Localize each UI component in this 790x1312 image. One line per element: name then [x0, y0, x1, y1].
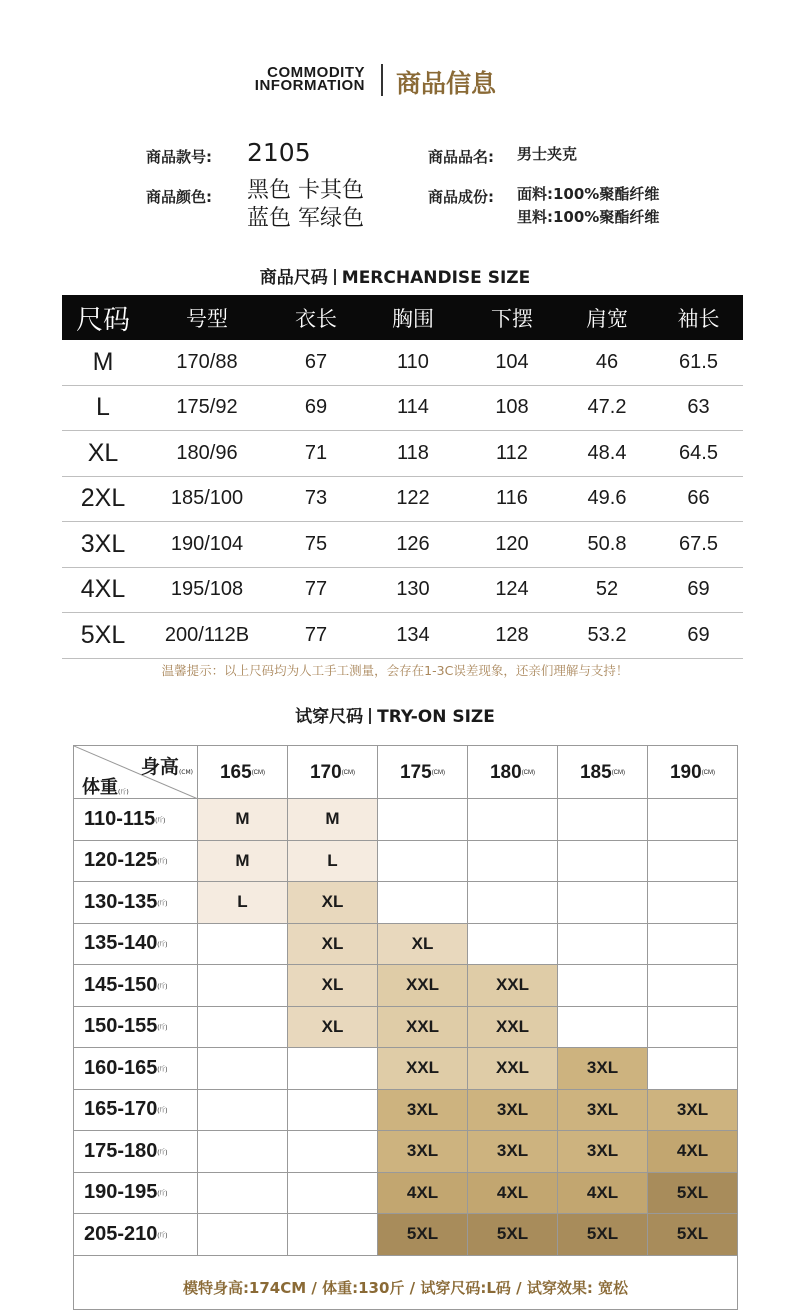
height-label-text: 身高 — [140, 756, 179, 778]
tryon-size-cell: 3XL — [558, 1048, 648, 1089]
size-value-cell: 128 — [495, 623, 529, 646]
height-column-header — [558, 746, 648, 799]
weight-value: 205-210 — [84, 1222, 158, 1245]
size-value-cell: 190/104 — [170, 532, 244, 555]
tryon-size-cell: XXL — [468, 1048, 558, 1089]
size-value-cell: 180/96 — [176, 441, 238, 464]
size-value-cell: 130 — [396, 578, 430, 601]
tryon-size-cell: 4XL — [648, 1131, 737, 1172]
header-en-line2: INFORMATION — [254, 77, 365, 94]
size-value-cell: 64.5 — [679, 441, 718, 464]
size-name-cell: 4XL — [80, 575, 126, 604]
weight-value: 190-195 — [84, 1181, 158, 1204]
size-header-cell: 下摆 — [491, 306, 533, 331]
weight-row-label — [74, 924, 198, 965]
size-value-cell: 124 — [495, 578, 529, 601]
tryon-header-row — [74, 746, 737, 799]
tryon-size-cell — [648, 1007, 737, 1048]
size-value-cell: 108 — [495, 396, 529, 419]
tryon-size-cell — [198, 1048, 288, 1089]
weight-unit: (斤) — [157, 1025, 168, 1032]
tryon-size-cell: 3XL — [378, 1090, 468, 1131]
weight-unit: (斤) — [118, 789, 129, 796]
height-column-header — [468, 746, 558, 799]
height-value: 170 — [309, 761, 342, 783]
tryon-size-cell: 3XL — [558, 1090, 648, 1131]
size-title-cn: 商品尺码 — [259, 268, 328, 288]
tryon-size-cell — [378, 799, 468, 840]
header-chinese: 商品信息 — [396, 69, 497, 98]
tryon-row — [74, 1131, 737, 1173]
tryon-title-cn: 试穿尺码 — [295, 707, 364, 727]
size-value-cell: 118 — [397, 441, 429, 464]
size-header-cell: 胸围 — [392, 306, 434, 331]
tryon-size-cell — [288, 1090, 378, 1131]
size-value-cell: 77 — [304, 578, 328, 601]
weight-row-label — [74, 841, 198, 882]
size-value-cell: 126 — [396, 532, 430, 555]
size-value-cell: 122 — [396, 487, 430, 510]
size-row — [62, 340, 743, 386]
size-value-cell: 63 — [687, 396, 710, 419]
weight-row-label — [74, 965, 198, 1006]
color-label: 商品颜色: — [146, 188, 212, 206]
tryon-size-cell: M — [198, 841, 288, 882]
tryon-size-cell — [558, 1007, 648, 1048]
height-value: 180 — [489, 761, 522, 783]
commodity-info-header — [0, 60, 790, 100]
tryon-size-cell: XL — [288, 882, 378, 923]
weight-value: 130-135 — [84, 890, 158, 913]
weight-row-label — [74, 799, 198, 840]
size-value-cell: 52 — [595, 578, 619, 601]
tryon-size-cell — [288, 1214, 378, 1255]
height-value: 165 — [219, 761, 252, 783]
tryon-corner-cell — [74, 746, 198, 799]
tryon-grid — [73, 745, 738, 1310]
size-name-cell: XL — [87, 438, 119, 467]
tryon-size-cell: XXL — [378, 1048, 468, 1089]
size-row — [62, 613, 743, 659]
size-name-cell: M — [92, 347, 114, 376]
height-value: 175 — [399, 761, 432, 783]
tryon-size-cell — [648, 965, 737, 1006]
tryon-size-cell: 4XL — [468, 1173, 558, 1214]
tryon-size-cell — [468, 882, 558, 923]
tryon-size-cell — [648, 882, 737, 923]
size-value-cell: 50.8 — [587, 532, 627, 555]
size-value-cell: 120 — [495, 532, 529, 555]
size-value-cell: 200/112B — [164, 623, 250, 646]
size-value-cell: 69 — [687, 623, 710, 646]
tryon-size-cell — [558, 841, 648, 882]
height-axis-label — [141, 752, 193, 779]
weight-value: 160-165 — [84, 1056, 158, 1079]
size-value-cell: 69 — [304, 396, 328, 419]
weight-value: 150-155 — [84, 1015, 158, 1038]
size-section-title — [0, 263, 790, 288]
name-label: 商品品名: — [428, 148, 494, 166]
tryon-size-cell — [468, 799, 558, 840]
size-table-header — [62, 295, 743, 340]
size-value-cell: 69 — [687, 578, 710, 601]
color-line1: 黑色 卡其色 — [247, 178, 364, 203]
size-value-cell: 61.5 — [679, 350, 718, 373]
size-value-cell: 49.6 — [587, 487, 627, 510]
tryon-size-cell: L — [288, 841, 378, 882]
height-value: 185 — [579, 761, 612, 783]
size-header-cell: 衣长 — [295, 306, 337, 331]
tryon-size-cell — [378, 882, 468, 923]
size-value-cell: 46 — [595, 350, 619, 373]
weight-label-text: 体重 — [82, 777, 118, 798]
model-fit-footer: 模特身高:174CM / 体重:130斤 / 试穿尺码:L码 / 试穿效果: 宽松 — [182, 1279, 629, 1297]
tryon-size-cell: 5XL — [558, 1214, 648, 1255]
name-value: 男士夹克 — [517, 145, 578, 163]
size-row — [62, 477, 743, 523]
tryon-row — [74, 841, 737, 883]
size-title-en: MERCHANDISE SIZE — [341, 268, 531, 288]
tryon-size-cell: XXL — [468, 1007, 558, 1048]
header-divider — [381, 64, 383, 96]
size-value-cell: 73 — [304, 487, 328, 510]
size-value-cell: 75 — [304, 532, 328, 555]
tryon-size-cell — [378, 841, 468, 882]
size-value-cell: 116 — [496, 487, 528, 510]
tryon-size-cell: 5XL — [378, 1214, 468, 1255]
height-unit: (CM) — [341, 769, 356, 776]
height-column-header — [648, 746, 737, 799]
size-value-cell: 48.4 — [587, 441, 627, 464]
height-unit: (CM) — [701, 769, 716, 776]
height-unit: (CM) — [178, 769, 193, 776]
weight-unit: (斤) — [157, 1149, 168, 1156]
tryon-size-cell: XXL — [378, 1007, 468, 1048]
size-value-cell: 67 — [304, 350, 328, 373]
model-value: 2105 — [247, 138, 311, 167]
tryon-size-cell — [648, 799, 737, 840]
tryon-size-cell — [198, 965, 288, 1006]
size-row — [62, 522, 743, 568]
weight-unit: (斤) — [155, 817, 166, 824]
tryon-size-cell: 5XL — [468, 1214, 558, 1255]
height-unit: (CM) — [521, 769, 536, 776]
size-row — [62, 386, 743, 432]
tryon-row — [74, 1090, 737, 1132]
weight-unit: (斤) — [157, 900, 168, 907]
tryon-row — [74, 1214, 737, 1256]
weight-value: 145-150 — [84, 973, 158, 996]
size-title-separator — [334, 269, 336, 285]
size-header-cell: 号型 — [186, 306, 228, 331]
size-value-cell: 71 — [304, 441, 328, 464]
size-value-cell: 185/100 — [170, 487, 244, 510]
header-english — [255, 66, 365, 92]
size-header-cell: 肩宽 — [586, 306, 628, 331]
weight-unit: (斤) — [157, 983, 168, 990]
height-unit: (CM) — [611, 769, 626, 776]
weight-row-label — [74, 1173, 198, 1214]
size-value-cell: 67.5 — [679, 532, 718, 555]
tryon-size-cell — [198, 1007, 288, 1048]
size-row — [62, 568, 743, 614]
weight-row-label — [74, 1007, 198, 1048]
size-header-cell: 尺码 — [76, 305, 130, 336]
tryon-size-cell — [558, 924, 648, 965]
tryon-row — [74, 924, 737, 966]
tryon-row — [74, 882, 737, 924]
tryon-size-cell: 5XL — [648, 1214, 737, 1255]
height-unit: (CM) — [251, 769, 266, 776]
size-row — [62, 431, 743, 477]
color-line2: 蓝色 军绿色 — [247, 206, 364, 231]
size-value-cell: 53.2 — [587, 623, 627, 646]
tryon-size-cell: XL — [288, 1007, 378, 1048]
tryon-size-cell — [558, 965, 648, 1006]
composition-line2: 里料:100%聚酯纤维 — [517, 208, 660, 226]
composition-label: 商品成份: — [428, 188, 494, 206]
tryon-size-cell — [288, 1173, 378, 1214]
height-value: 190 — [669, 761, 702, 783]
tryon-section-title — [0, 702, 790, 727]
tryon-size-cell — [198, 1173, 288, 1214]
measurement-note: 温馨提示：以上尺码均为人工手工测量，会存在1-3C误差现象，还亲们理解与支持！ — [161, 663, 629, 678]
tryon-size-cell: 3XL — [468, 1090, 558, 1131]
tryon-size-cell — [648, 924, 737, 965]
tryon-size-cell — [288, 1131, 378, 1172]
weight-unit: (斤) — [157, 942, 168, 949]
tryon-size-cell: M — [288, 799, 378, 840]
weight-value: 135-140 — [84, 932, 158, 955]
size-name-cell: 3XL — [80, 529, 126, 558]
weight-row-label — [74, 1131, 198, 1172]
weight-unit: (斤) — [157, 859, 168, 866]
size-name-cell: 2XL — [80, 484, 126, 513]
composition-line1: 面料:100%聚酯纤维 — [517, 185, 660, 203]
height-unit: (CM) — [431, 769, 446, 776]
tryon-size-cell — [198, 924, 288, 965]
tryon-size-cell: L — [198, 882, 288, 923]
tryon-size-cell — [198, 1214, 288, 1255]
size-value-cell: 170/88 — [176, 350, 238, 373]
tryon-size-cell: M — [198, 799, 288, 840]
tryon-size-cell: 3XL — [378, 1131, 468, 1172]
tryon-size-cell — [198, 1090, 288, 1131]
weight-row-label — [74, 882, 198, 923]
tryon-size-cell: 3XL — [558, 1131, 648, 1172]
weight-unit: (斤) — [157, 1232, 168, 1239]
tryon-size-cell: 3XL — [468, 1131, 558, 1172]
size-value-cell: 112 — [496, 441, 528, 464]
size-value-cell: 114 — [397, 396, 429, 419]
weight-value: 175-180 — [84, 1139, 158, 1162]
tryon-size-cell: 3XL — [648, 1090, 737, 1131]
tryon-size-cell: 5XL — [648, 1173, 737, 1214]
tryon-row — [74, 965, 737, 1007]
tryon-size-cell: XL — [378, 924, 468, 965]
size-table — [62, 295, 743, 659]
header-en-line1: COMMODITY — [267, 64, 365, 81]
tryon-row — [74, 1173, 737, 1215]
weight-row-label — [74, 1090, 198, 1131]
tryon-title-en: TRY-ON SIZE — [377, 707, 495, 727]
model-label: 商品款号: — [146, 148, 212, 166]
tryon-size-cell — [288, 1048, 378, 1089]
size-value-cell: 104 — [495, 350, 529, 373]
tryon-size-cell: 4XL — [558, 1173, 648, 1214]
size-value-cell: 134 — [396, 623, 430, 646]
tryon-size-cell: XXL — [378, 965, 468, 1006]
tryon-size-cell — [468, 924, 558, 965]
size-header-cell: 袖长 — [677, 306, 720, 331]
weight-unit: (斤) — [157, 1108, 168, 1115]
size-value-cell: 66 — [687, 487, 710, 510]
tryon-row — [74, 1048, 737, 1090]
weight-axis-label — [82, 773, 129, 799]
weight-row-label — [74, 1048, 198, 1089]
tryon-size-cell: XL — [288, 965, 378, 1006]
weight-unit: (斤) — [157, 1191, 168, 1198]
height-column-header — [378, 746, 468, 799]
weight-value: 110-115 — [84, 807, 156, 830]
tryon-size-cell — [198, 1131, 288, 1172]
weight-unit: (斤) — [157, 1066, 168, 1073]
height-column-header — [198, 746, 288, 799]
tryon-size-cell — [468, 841, 558, 882]
product-info — [0, 138, 790, 238]
height-column-header — [288, 746, 378, 799]
size-value-cell: 195/108 — [170, 578, 244, 601]
size-value-cell: 175/92 — [176, 396, 238, 419]
tryon-size-cell: XL — [288, 924, 378, 965]
weight-value: 165-170 — [84, 1098, 158, 1121]
size-name-cell: 5XL — [80, 620, 126, 649]
size-table-body — [62, 340, 743, 659]
tryon-size-cell: 4XL — [378, 1173, 468, 1214]
tryon-size-cell — [558, 882, 648, 923]
size-value-cell: 110 — [397, 350, 429, 373]
tryon-size-cell: XXL — [468, 965, 558, 1006]
size-value-cell: 77 — [304, 623, 328, 646]
tryon-size-cell — [648, 841, 737, 882]
tryon-size-cell — [558, 799, 648, 840]
size-value-cell: 47.2 — [587, 396, 627, 419]
weight-value: 120-125 — [84, 849, 158, 872]
weight-row-label — [74, 1214, 198, 1255]
tryon-row — [74, 1007, 737, 1049]
size-name-cell: L — [96, 393, 110, 422]
tryon-size-cell — [648, 1048, 737, 1089]
height-columns — [198, 746, 737, 798]
tryon-row — [74, 799, 737, 841]
tryon-title-separator — [369, 708, 371, 724]
